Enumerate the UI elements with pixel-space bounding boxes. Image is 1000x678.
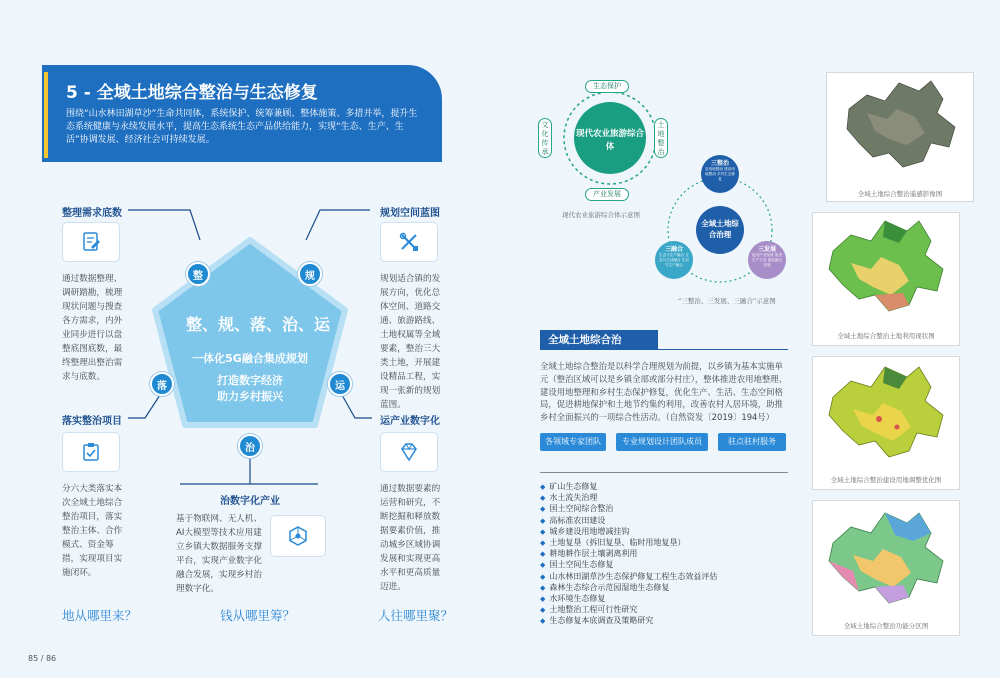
section-text-2: 规划适合镇的发展方向，优化总体空间、道路交通、旅游路线、土地权属等全域要素，整治三大类土地，开展建设精品工程，实现一张新的规划蓝图。 [380, 274, 441, 410]
section-title-3: 落实整治项目 [62, 416, 122, 427]
agri-diagram-center: 现代农业旅游综合体 [576, 129, 645, 152]
bullet-icon: ◆ [540, 594, 546, 603]
map-construction-land [813, 357, 959, 471]
integration-right-text: 促进产业发展 促进生产生活 促进融合发展 [752, 253, 782, 267]
list-item: ◆ 水环境生态修复 [540, 593, 606, 603]
pill-experts: 各领域专家团队 [540, 433, 606, 451]
definition-text: 全域土地综合整治是以科学合理规划为前提，以乡镇为基本实施单元（整治区域可以是乡镇全部或部分村庄），整体推进农用地整理、建设用地整理和乡村生态保护修复，优化生产、生活、生态空间格局，促进耕地保护和土地节约集约利用，改善农村人居环境，助推乡村全面振兴的一项综合性活动。（自然资发〔2019〕194号） [540, 361, 788, 423]
node-zhi: 治 [238, 434, 262, 458]
map-functional-zoning [813, 501, 959, 617]
list-item: ◆ 矿山生态修复 [540, 482, 598, 491]
bullet-icon: ◆ [540, 494, 546, 503]
bullet-icon: ◆ [540, 561, 546, 570]
list-item: ◆ 生态修复本底调查及策略研究 [540, 616, 654, 626]
list-item: ◆ 国土空间生态修复 [540, 560, 614, 570]
header-description: 围绕“山水林田湖草沙”生命共同体，系统保护、统筹兼顾、整体施策、多措并举，提升生态系统健康与永续发展水平，提高生态系统生态产品供给能力，实现“生态、生产、生活”协调发展、经济社会可持续发展。 [66, 109, 418, 145]
section-title-5: 治数字化产业 [220, 496, 280, 507]
integration-caption: “三整治、三发展、三融合”示意图 [678, 297, 776, 305]
map-caption-4: 全域土地综合整治功能分区图 [843, 622, 929, 630]
pill-design-team: 专业规划设计团队成员 [616, 433, 708, 451]
pentagon-main-text: 整、规、落、治、运 [186, 315, 331, 334]
list-item: ◆ 山水林田湖草沙生态保护修复工程生态效益评估 [540, 571, 718, 581]
map-remote-sensing [827, 73, 973, 185]
node-gui: 规 [298, 262, 322, 286]
bullet-icon: ◆ [540, 538, 546, 547]
agri-diagram-caption: 现代农业旅游综合体示意图 [562, 211, 640, 219]
integration-left-text: 生态与生产融合 生态与生活融合 生活与生产融合 [659, 253, 689, 267]
map-land-use [813, 213, 959, 327]
section-text-4: 通过数据要素的运营和研究，不断挖掘和释放数据要素价值，推动城乡区域协调发展和实现更高水平和更高质量迈进。 [380, 484, 441, 592]
integration-left-title: 三融合 [664, 246, 683, 253]
document-edit-icon [62, 222, 120, 262]
network-cube-icon [270, 515, 326, 557]
map-caption-1: 全域土地综合整治遥感影像图 [857, 190, 943, 198]
bullet-icon: ◆ [540, 572, 546, 581]
question-people: 人往哪里聚？ [378, 608, 454, 623]
list-item: ◆ 城乡建设用地增减挂钩 [540, 526, 630, 536]
checklist-icon [62, 432, 120, 472]
agri-diagram-left: 文化传承 [538, 118, 552, 158]
list-item: ◆ 水土流失治理 [540, 493, 598, 503]
section-text-5: 基于物联网、无人机、AI大模型等技术应用建立乡镇大数据服务支撑平台，实现产业数字化融合发展，实现乡村治理数字化。 [176, 514, 262, 594]
list-item: ◆ 土地复垦（拆旧复垦、临时用地复垦） [540, 537, 686, 547]
map-frame-construction [812, 356, 960, 490]
section-text-3: 分六大类落实本次全域土地综合整治项目，落实整治主体、合作模式、资金筹措，实现项目实施闭环。 [62, 484, 123, 578]
map-caption-3: 全域土地综合整治建设用地调整优化图 [830, 476, 942, 484]
service-list [540, 481, 717, 626]
section-text-1: 通过数据整理、调研踏勘，梳理现状问题与搜查各方需求，内外业同步进行以盘整底图底数，最终整理出整治需求与底数。 [62, 274, 123, 382]
integration-center: 全域土地综合治理 [701, 219, 739, 239]
integration-top-title: 三整治 [710, 160, 729, 167]
map-frame-remote-sensing [826, 72, 974, 202]
agri-diagram-bottom: 产业发展 [585, 188, 629, 201]
bullet-icon: ◆ [540, 583, 546, 592]
bullet-icon: ◆ [540, 483, 546, 491]
bullet-icon: ◆ [540, 550, 546, 559]
section-title-1: 整理需求底数 [62, 208, 122, 219]
map-frame-zoning [812, 500, 960, 636]
page-title: 5 - 全域土地综合整治与生态修复 [66, 83, 318, 103]
bullet-icon: ◆ [540, 617, 546, 626]
map-caption-2: 全域土地综合整治土地利用现状图 [837, 332, 935, 340]
bullet-icon: ◆ [540, 505, 546, 514]
page-number: 85 / 86 [28, 654, 57, 663]
node-zheng: 整 [186, 262, 210, 286]
question-land: 地从哪里来？ [62, 608, 138, 623]
list-item: ◆ 国土空间综合整治 [540, 504, 614, 514]
section-title-2: 规划空间蓝图 [380, 208, 440, 219]
pentagon-sub-2: 打造数字经济 [217, 374, 283, 387]
tag-underline [540, 349, 788, 350]
section-title-4: 运产业数字化 [380, 416, 440, 427]
pill-onsite-service: 驻点驻村服务 [718, 433, 786, 451]
list-item: ◆ 耕地耕作层土壤剥离利用 [540, 549, 638, 559]
integration-right-title: 三发展 [757, 246, 776, 253]
list-item: ◆ 森林生态综合示范园湿地生态修复 [540, 582, 670, 592]
question-money: 钱从哪里筹？ [220, 608, 296, 623]
section-tag-title: 全域土地综合治 [540, 330, 658, 350]
bullet-icon: ◆ [540, 606, 546, 615]
node-luo: 落 [150, 372, 174, 396]
pentagon-sub-1: 一体化5G融合集成规划 [192, 352, 308, 365]
bullet-icon: ◆ [540, 516, 546, 525]
diamond-icon [380, 432, 438, 472]
list-divider [540, 472, 788, 473]
map-frame-land-use [812, 212, 960, 346]
list-item: ◆ 高标准农田建设 [540, 515, 606, 525]
agri-diagram-right: 土地整治 [654, 118, 668, 158]
integration-top-text: 农用地整治 建设用地整治 乡村生态修复 [705, 167, 735, 181]
node-yun: 运 [328, 372, 352, 396]
bullet-icon: ◆ [540, 527, 546, 536]
tools-icon [380, 222, 438, 262]
agri-diagram-top: 生态保护 [585, 80, 629, 93]
pentagon-sub-3: 助力乡村振兴 [217, 390, 283, 403]
list-item: ◆ 土地整治工程可行性研究 [540, 605, 638, 615]
